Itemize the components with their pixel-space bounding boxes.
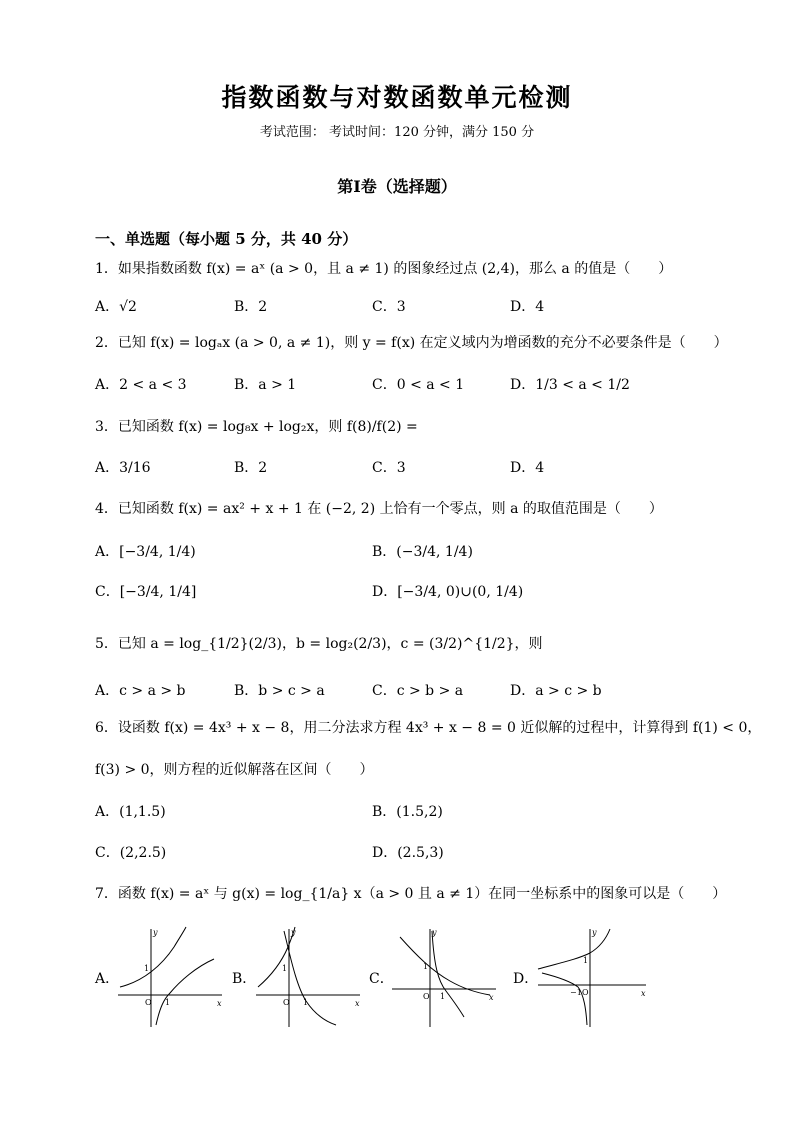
question-2 — [95, 332, 728, 352]
volume-heading: 第Ⅰ卷（选择题） — [337, 177, 457, 196]
question-7-option-a: A． — [95, 971, 120, 987]
question-6-option-b: B．(1.5,2) — [372, 804, 443, 820]
svg-text:y: y — [432, 928, 437, 937]
svg-text:x: x — [489, 993, 494, 1002]
page-title: 指数函数与对数函数单元检测 — [221, 83, 573, 112]
question-5-stem: 5．已知 a = log_{1/2}(2/3)，b = log₂(2/3)，c = (3/2)^{1/2}，则 — [95, 636, 543, 652]
question-3 — [95, 416, 418, 436]
question-7-stem: 7．函数 f(x) = aˣ 与 g(x) = log_{1/a} x（a > 0 且 a ≠ 1）在同一坐标系中的图象可以是（ ） — [95, 886, 727, 902]
svg-text:O: O — [423, 992, 430, 1001]
svg-text:y: y — [153, 928, 158, 937]
svg-text:x: x — [641, 989, 646, 998]
question-1-stem: 1．如果指数函数 f(x) = aˣ (a > 0，且 a ≠ 1) 的图象经过点 (2,4)，那么 a 的值是（ ） — [95, 261, 673, 277]
question-6-option-d: D．(2.5,3) — [372, 845, 444, 861]
section-heading: 一、单选题（每小题 5 分，共 40 分） — [95, 230, 358, 248]
question-1 — [95, 258, 672, 278]
question-5-option-b: B．b > c > a — [234, 683, 325, 699]
question-6-option-a: A．(1,1.5) — [95, 804, 166, 820]
svg-text:y: y — [291, 928, 296, 937]
question-4-stem: 4．已知函数 f(x) = ax² + x + 1 在 (−2, 2) 上恰有一个零点，则 a 的取值范围是（ ） — [95, 501, 663, 517]
question-4-option-b: B．(−3/4, 1/4) — [372, 544, 473, 560]
svg-text:1: 1 — [282, 964, 288, 973]
question-1-option-a: A．√2 — [95, 299, 137, 315]
question-2-option-a: A．2 < a < 3 — [95, 377, 187, 393]
graph-option-d — [534, 925, 652, 1030]
svg-text:O: O — [145, 998, 152, 1007]
question-2-option-c: C．0 < a < 1 — [372, 377, 465, 393]
question-1-option-d: D．4 — [510, 299, 545, 315]
question-6-stem-line1: 6．设函数 f(x) = 4x³ + x − 8，用二分法求方程 4x³ + x − 8 = 0 近似解的过程中，计算得到 f(1) < 0， — [95, 720, 762, 736]
question-4 — [95, 498, 663, 518]
question-6-option-c: C．(2,2.5) — [95, 845, 167, 861]
svg-text:1: 1 — [440, 992, 446, 1001]
question-4-option-d: D．[−3/4, 0)∪(0, 1/4) — [372, 584, 524, 600]
question-6 — [95, 717, 761, 737]
svg-text:x: x — [217, 999, 222, 1008]
svg-text:O: O — [582, 988, 589, 997]
question-5 — [95, 633, 543, 653]
svg-text:1: 1 — [303, 998, 309, 1007]
svg-text:1: 1 — [583, 956, 589, 965]
question-1-option-c: C．3 — [372, 299, 406, 315]
question-3-option-d: D．4 — [510, 460, 545, 476]
graph-option-b — [252, 925, 368, 1030]
question-7-option-c: C． — [369, 971, 394, 987]
exam-info: 考试范围： 考试时间：120 分钟，满分 150 分 — [259, 125, 535, 140]
question-7-option-b: B． — [232, 971, 257, 987]
svg-text:1: 1 — [423, 962, 429, 971]
question-3-option-a: A．3/16 — [95, 460, 151, 476]
question-3-stem: 3．已知函数 f(x) = log₈x + log₂x，则 f(8)/f(2) = — [95, 419, 418, 435]
question-4-option-c: C．[−3/4, 1/4] — [95, 584, 197, 600]
logarithm-curve — [156, 959, 214, 1025]
question-2-stem: 2．已知 f(x) = logₐx (a > 0, a ≠ 1)，则 y = f(x) 在定义域内为增函数的充分不必要条件是（ ） — [95, 335, 728, 351]
question-7 — [95, 883, 726, 903]
question-5-option-c: C．c > b > a — [372, 683, 464, 699]
question-2-option-d: D．1/3 < a < 1/2 — [510, 377, 630, 393]
question-3-option-c: C．3 — [372, 460, 406, 476]
graph-option-a — [114, 925, 230, 1030]
question-4-option-a: A．[−3/4, 1/4) — [95, 544, 196, 560]
question-6-line2 — [95, 759, 374, 779]
svg-text:x: x — [355, 999, 360, 1008]
svg-text:y: y — [592, 928, 597, 937]
svg-text:1: 1 — [144, 964, 150, 973]
graph-option-c — [388, 925, 504, 1030]
question-6-stem-line2: f(3) > 0，则方程的近似解落在区间（ ） — [95, 762, 374, 778]
question-5-option-d: D．a > c > b — [510, 683, 602, 699]
question-5-option-a: A．c > a > b — [95, 683, 186, 699]
question-7-option-d: D． — [513, 971, 539, 987]
question-3-option-b: B．2 — [234, 460, 268, 476]
question-1-option-b: B．2 — [234, 299, 268, 315]
question-2-option-b: B．a > 1 — [234, 377, 297, 393]
svg-text:1: 1 — [165, 998, 171, 1007]
svg-text:O: O — [283, 998, 290, 1007]
svg-text:−1: −1 — [570, 988, 582, 997]
